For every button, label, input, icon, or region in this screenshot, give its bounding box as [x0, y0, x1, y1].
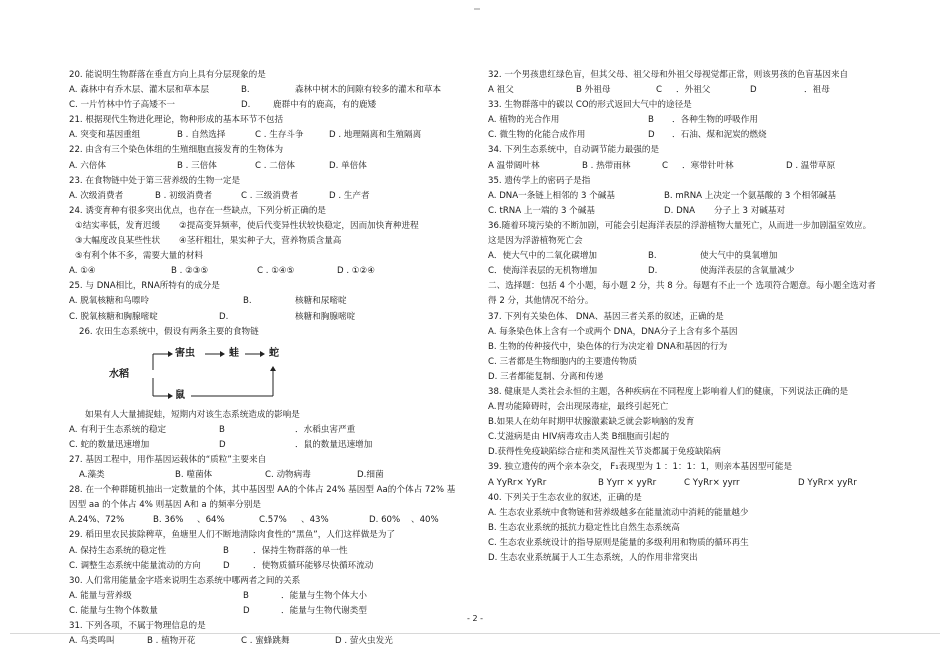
right-line	[488, 415, 883, 430]
left-line	[69, 468, 469, 483]
answer-option: C. tRNA 上一端的 3 个碱基	[488, 205, 595, 216]
answer-option: ②提高变异频率，使后代变异性状较快稳定，因而加快育种进程	[179, 220, 419, 231]
right-line	[488, 506, 883, 521]
left-line	[69, 513, 469, 528]
answer-option: ．各种生物的呼吸作用	[672, 115, 758, 126]
left-line	[69, 234, 469, 249]
question-text: A. 每条染色体上含有一个或两个 DNA，DNA分子上含有多个基因	[488, 326, 738, 337]
right-line	[488, 128, 883, 143]
answer-option: 、43%	[301, 515, 329, 526]
answer-option: B. 36%	[153, 515, 184, 526]
answer-option: 核糖和胸腺嘧啶	[295, 311, 356, 322]
left-line	[69, 559, 469, 574]
left-line	[69, 325, 469, 340]
answer-option: ．鼠的数量迅速增加	[295, 439, 373, 450]
answer-option: B Yyrr × yyRr	[598, 477, 657, 488]
left-line	[69, 483, 469, 498]
answer-option: B.	[648, 251, 657, 262]
right-line	[488, 264, 883, 279]
answer-option: 、40%	[411, 515, 439, 526]
right-line	[488, 445, 883, 460]
food-web-diagram	[69, 340, 469, 408]
left-line	[69, 294, 469, 309]
answer-option: ．祖母	[804, 85, 830, 96]
answer-option: C	[656, 85, 663, 96]
question-text: 如果有人大量捕捉蛙，短期内对该生态系统造成的影响是	[85, 409, 300, 420]
question-text: 38. 健康是人类社会永恒的主题，各种疾病在不同程度上影响着人们的健康，下列说法正确的是	[488, 386, 849, 397]
answer-option: C. 脱氧核糖和胸腺嘧啶	[69, 311, 158, 322]
answer-option: C . 三级消费者	[241, 190, 299, 201]
question-text: 28. 在一个种群随机抽出一定数量的个体，其中基因型 AA的个体占 24% 基因型 Aa的个体占 72% 基	[69, 485, 456, 496]
answer-option: D. 单倍体	[329, 160, 367, 171]
answer-option: B . ②③⑤	[171, 266, 209, 277]
answer-option: ．能量与生物代谢类型	[281, 605, 367, 616]
question-text: 40. 下列关于生态农业的叙述，正确的是	[488, 492, 642, 503]
answer-option: C．使海洋表层的无机物增加	[488, 266, 598, 277]
right-line	[488, 189, 883, 204]
answer-option: C. 动物病毒	[265, 470, 311, 481]
right-line	[488, 159, 883, 174]
answer-option: D . 地理隔离和生殖隔离	[329, 130, 422, 141]
page-bottom-divider	[10, 633, 940, 634]
answer-option: D . 萤火虫发光	[335, 636, 393, 647]
answer-option: D . 温带草原	[786, 160, 836, 171]
left-line	[69, 68, 469, 83]
answer-option: C. 微生物的化能合成作用	[488, 130, 586, 141]
answer-option: B.	[243, 296, 252, 307]
answer-option: 森林中树木的间隙有较多的灌木和草本	[295, 85, 442, 96]
question-text: 36.随着环境污染的不断加剧，可能会引起海洋表层的浮游植物大量死亡，从而进一步加剧温室效应。	[488, 220, 872, 231]
right-line	[488, 340, 883, 355]
right-line	[488, 551, 883, 566]
answer-option: B. 噬菌体	[175, 470, 213, 481]
left-line	[69, 408, 469, 423]
question-text: D. 三者都能复制、分离和传递	[488, 371, 604, 382]
answer-option: ．石油、煤和泥炭的燃烧	[672, 130, 767, 141]
answer-option: B.	[241, 85, 250, 96]
top-center-mark	[474, 8, 480, 10]
question-text: 31. 下列各项，不属于物理信息的是	[69, 621, 206, 631]
answer-option: C.57%	[259, 515, 287, 526]
left-line	[69, 204, 469, 219]
arrowhead-snake-bottom	[270, 366, 276, 371]
arrowhead-pest	[168, 351, 173, 357]
question-text: 33. 生物群落中的碳以 CO的形式返回大气中的途径是	[488, 100, 692, 111]
answer-option: A.藻类	[79, 470, 105, 481]
answer-option: A. 次级消费者	[69, 190, 124, 201]
left-line	[69, 143, 469, 158]
question-text: 21. 根据现代生物进化理论，物种形成的基本环节不包括	[69, 115, 284, 126]
left-line	[69, 423, 469, 438]
question-text: 35. 遗传学上的密码子是指	[488, 175, 591, 186]
left-line	[69, 83, 469, 98]
left-line	[69, 264, 469, 279]
left-line	[69, 159, 469, 174]
answer-option: C	[662, 160, 669, 171]
food-web-producer: 水稻	[109, 368, 129, 380]
question-text: B. 生态农业系统的抵抗力稳定性比自然生态系统高	[488, 522, 680, 533]
answer-option: D.	[648, 266, 658, 277]
food-web-pest: 害虫	[175, 347, 195, 359]
right-line	[488, 174, 883, 189]
arrowhead-frog	[220, 351, 225, 357]
right-line	[488, 249, 883, 264]
answer-option: B	[648, 115, 654, 126]
answer-option: ④茎秆粗壮，果实种子大，营养物质含量高	[179, 236, 342, 247]
right-line	[488, 491, 883, 506]
answer-option: A 祖父	[488, 85, 514, 96]
answer-option: A. 植物的光合作用	[488, 115, 560, 126]
answer-option: 核糖和尿嘧啶	[295, 296, 347, 307]
answer-option: ①结实率低，发育迟缓	[75, 220, 161, 231]
left-line	[69, 189, 469, 204]
answer-option: D	[223, 560, 230, 571]
answer-option: B 外祖母	[576, 85, 611, 96]
answer-option: D . ①②④	[337, 266, 375, 277]
answer-option: A. 突变和基因重组	[69, 130, 141, 141]
answer-option: C. 调整生态系统中能量流动的方向	[69, 560, 201, 571]
answer-option: D . 生产者	[329, 190, 370, 201]
answer-option: D	[750, 85, 757, 96]
question-text: C. 生态农业系统设计的指导原则是能量的多级利用和物质的循环再生	[488, 537, 749, 548]
answer-option: ．外祖父	[676, 85, 711, 96]
question-text: 37. 下列有关染色体、 DNA、基因三者关系的叙述，正确的是	[488, 311, 724, 322]
right-line	[488, 430, 883, 445]
answer-option: A. ①④	[69, 266, 96, 277]
right-line	[488, 400, 883, 415]
right-line	[488, 204, 883, 219]
answer-option: D.细菌	[357, 470, 384, 481]
answer-option: A YyRr× YyRr	[488, 477, 547, 488]
right-line	[488, 83, 883, 98]
answer-option: 使大气中的臭氧增加	[700, 251, 778, 262]
answer-option: A. 保持生态系统的稳定性	[69, 545, 167, 556]
question-text: B. 生物的传种接代中，染色体的行为决定着 DNA和基因的行为	[488, 341, 728, 352]
left-line	[69, 279, 469, 294]
answer-option: C . 生存斗争	[255, 130, 304, 141]
answer-option: C. 能量与生物个体数量	[69, 605, 158, 616]
right-line	[488, 294, 883, 309]
left-line	[69, 589, 469, 604]
right-line	[488, 385, 883, 400]
arrowhead-mouse	[168, 393, 173, 399]
question-text: 29. 稻田里农民拔除稗草，鱼塘里人们不断地清除肉食性的“黑鱼”，人们这样做是为了	[69, 530, 396, 541]
answer-option: D. 60%	[369, 515, 401, 526]
answer-option: D YyRr× yyRr	[798, 477, 857, 488]
answer-option: B . 热带雨林	[582, 160, 631, 171]
question-text: 20. 能说明生物群落在垂直方向上具有分层现象的是	[69, 70, 266, 80]
answer-option: A.24%、72%	[69, 515, 125, 526]
answer-option: B . 三倍体	[177, 160, 217, 171]
answer-option: 使海洋表层的含氧量减少	[700, 266, 795, 277]
question-text: 22. 由含有三个染色体组的生殖细胞直接发育的生物体为	[69, 145, 284, 156]
left-line	[69, 528, 469, 543]
food-web-snake: 蛇	[269, 347, 279, 359]
question-text: 34. 下列生态系统中，自动调节能力最强的是	[488, 145, 660, 156]
answer-option: ．使物质循环能够尽快循环流动	[253, 560, 374, 571]
right-line	[488, 310, 883, 325]
answer-option: A．使大气中的二氧化碳增加	[488, 251, 598, 262]
question-text: D.获得性免疫缺陷综合症和类风湿性关节炎都属于免疫缺陷病	[488, 447, 721, 458]
answer-option: ③大幅度改良某些性状	[75, 236, 161, 247]
right-line	[488, 98, 883, 113]
right-line	[488, 521, 883, 536]
right-line	[488, 325, 883, 340]
right-line	[488, 279, 883, 294]
food-web-frog: 蛙	[229, 347, 239, 359]
left-line	[69, 438, 469, 453]
question-text: 39. 独立遗传的两个亲本杂交， F₁表现型为 1 ：1：1：1，则亲本基因型可能是	[488, 462, 793, 473]
question-text: D. 生态农业系统属于人工生态系统，人的作用非常突出	[488, 553, 698, 563]
question-text: 27. 基因工程中，用作基因运载体的“质粒”主要来自	[69, 454, 267, 465]
answer-option: ⑤有利个体不多，需要大量的材料	[75, 251, 204, 262]
answer-option: D.	[219, 311, 229, 322]
left-line	[69, 128, 469, 143]
question-text: 得 2 分，其他情况不给分。	[488, 296, 594, 307]
answer-option: D	[648, 130, 655, 141]
answer-option: ．寒带针叶林	[682, 160, 734, 171]
right-line	[488, 476, 883, 491]
left-line	[69, 174, 469, 189]
answer-option: 分子上 3 对碱基对	[714, 205, 786, 216]
left-line	[69, 634, 469, 649]
left-line	[69, 453, 469, 468]
answer-option: C YyRr× yyrr	[684, 477, 740, 488]
answer-option: C . 二倍体	[255, 160, 295, 171]
answer-option: A 温带阔叶林	[488, 160, 540, 171]
question-text: 24. 诱变育种有很多突出优点，也存在一些缺点，下列分析正确的是	[69, 205, 327, 216]
answer-option: B . 自然选择	[177, 130, 226, 141]
answer-option: D.	[241, 100, 251, 111]
right-line	[488, 219, 883, 234]
question-text: B.如果人在幼年时期甲状腺激素缺乏就会影响脑的发育	[488, 417, 695, 428]
answer-option: B . 植物开花	[147, 636, 196, 647]
answer-option: B	[223, 545, 229, 556]
left-line	[69, 249, 469, 264]
left-line	[69, 310, 469, 325]
left-line	[69, 219, 469, 234]
answer-option: C . ①④⑤	[257, 266, 295, 277]
answer-option: A. 六倍体	[69, 160, 106, 171]
page-number: - 2 -	[467, 614, 483, 623]
answer-option: D	[219, 439, 226, 450]
question-text: 30. 人们常用能量金字塔来说明生态系统中哪两者之间的关系	[69, 575, 301, 586]
answer-option: A. 有利于生态系统的稳定	[69, 424, 167, 435]
answer-option: C . 蜜蜂跳舞	[241, 636, 290, 647]
question-text: C.艾滋病是由 HIV病毒攻击人类 B细胞而引起的	[488, 432, 670, 443]
right-line	[488, 536, 883, 551]
right-line	[488, 113, 883, 128]
answer-option: D. DNA	[664, 205, 696, 216]
answer-option: A. 能量与营养级	[69, 590, 132, 601]
answer-option: ．水稻虫害严重	[295, 424, 356, 435]
answer-option: B	[243, 590, 249, 601]
answer-option: B . 初级消费者	[155, 190, 213, 201]
question-text: 25. 与 DNA相比，RNA所特有的成分是	[69, 281, 220, 292]
left-line	[69, 544, 469, 559]
left-column	[69, 68, 469, 649]
answer-option: A. 鸟类鸣叫	[69, 636, 115, 647]
right-column	[488, 68, 883, 566]
right-line	[488, 460, 883, 475]
right-line	[488, 370, 883, 385]
left-line	[69, 98, 469, 113]
left-line	[69, 574, 469, 589]
right-line	[488, 355, 883, 370]
answer-option: 、64%	[197, 515, 225, 526]
food-web-mouse: 鼠	[175, 389, 185, 401]
question-text: 32. 一个男孩患红绿色盲，但其父母、祖父母和外祖父母视觉都正常，则该男孩的色盲基因来自	[488, 70, 849, 80]
answer-option: D	[243, 605, 250, 616]
right-line	[488, 143, 883, 158]
answer-option: A. 脱氧核糖和鸟嘌呤	[69, 296, 149, 307]
arrowhead-snake-top	[260, 351, 265, 357]
left-line	[69, 498, 469, 513]
question-text: A. 生态农业系统中食物链和营养级越多在能量流动中消耗的能量越少	[488, 507, 749, 518]
answer-option: A. 森林中有乔木层、灌木层和草本层	[69, 85, 210, 96]
answer-option: 鹿群中有的鹿高，有的鹿矮	[273, 100, 377, 111]
question-text: 二、选择题：包括 4 个小题，每小题 2 分，共 8 分。每题有不止一个 选项符合题意。每小题全选对者	[488, 281, 876, 292]
question-text: 因型 aa 的个体占 4% 则基因 A和 a 的频率分别是	[69, 500, 261, 511]
answer-option: A. DNA一条链上相邻的 3 个碱基	[488, 190, 615, 201]
question-text: 这是因为浮游植物死亡会	[488, 236, 583, 247]
question-text: A.胃功能障碍时，会出现尿毒症，最终引起死亡	[488, 402, 669, 413]
question-text: C. 三者都是生物细胞内的主要遗传物质	[488, 356, 637, 367]
answer-option: B	[219, 424, 225, 435]
left-line	[69, 113, 469, 128]
answer-option: ．保持生物群落的单一性	[253, 545, 348, 556]
right-line	[488, 234, 883, 249]
right-line	[488, 68, 883, 83]
answer-option: C. 蛇的数量迅速增加	[69, 439, 150, 450]
question-text: 26. 农田生态系统中，假设有两条主要的食物链	[79, 326, 259, 337]
answer-option: C. 一片竹林中竹子高矮不一	[69, 100, 175, 111]
answer-option: B. mRNA 上决定一个氨基酸的 3 个相邻碱基	[664, 190, 836, 201]
answer-option: ．能量与生物个体大小	[281, 590, 367, 601]
question-text: 23. 在食物链中处于第三营养级的生物一定是	[69, 175, 241, 186]
